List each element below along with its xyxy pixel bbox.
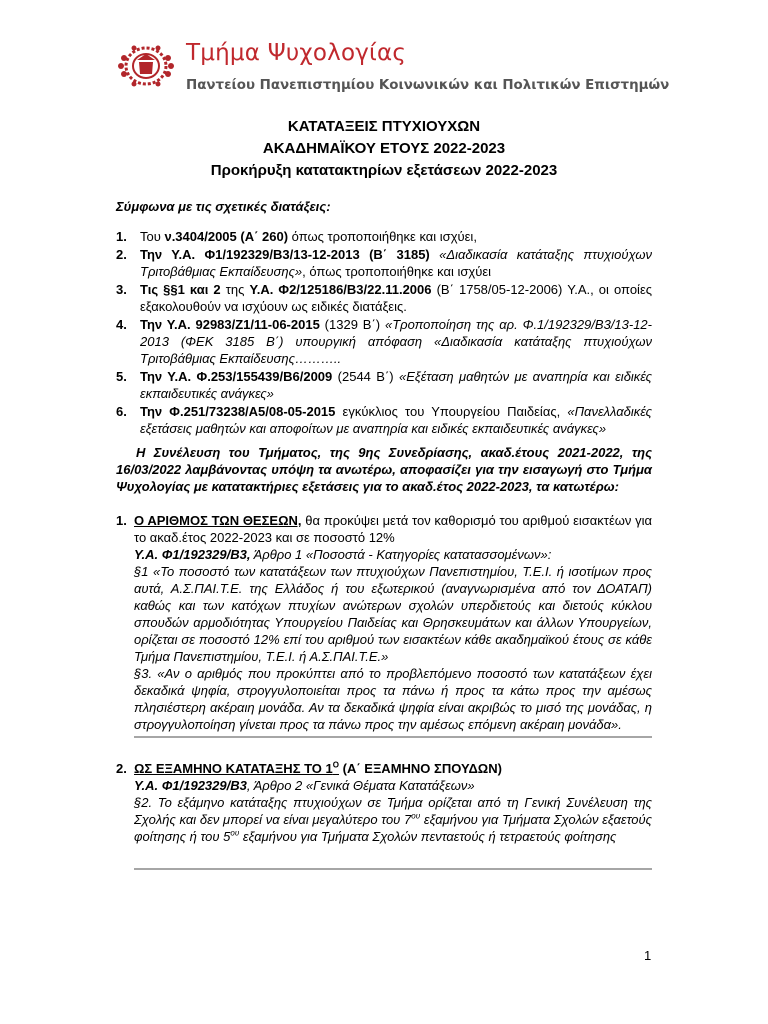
superscript: ου bbox=[411, 811, 421, 821]
section-heading-text: θα προκύψει μετά τον καθορισμό του αριθμού εισακτέων για το ακαδ.έτος 2022-2023 και σε ποσοστό 12% bbox=[134, 513, 653, 545]
ref-law: Υ.Α. Φ1/192329/Β3, bbox=[134, 547, 251, 562]
page-number: 1 bbox=[644, 948, 652, 963]
ref-law: Την Υ.Α. Φ1/192329/Β3/13-12-2013 (Β΄ 3185) bbox=[140, 247, 430, 262]
section-heading-title bbox=[134, 761, 339, 776]
list-number: 3. bbox=[116, 282, 127, 297]
ref-law: Υ.Α. Φ1/192329/Β3 bbox=[134, 778, 247, 793]
decision-paragraph: Η Συνέλευση του Τμήματος, της 9ης Συνεδρίασης, ακαδ.έτους 2021-2022, της 16/03/2022 λαμβάνοντας υπόψη τα ανωτέρω, αποφασίζει για την εισαγωγή στο Τμήμα Ψυχολογίας με κατατακτήριες εξετάσεις για το ακαδ.έτος 2022-2023, τα κατωτέρω: bbox=[116, 445, 652, 494]
ref-text: (1329 Β΄) bbox=[319, 317, 385, 332]
ref-text: , Άρθρο 2 «Γενικά Θέματα Κατατάξεων» bbox=[246, 778, 475, 793]
heading-superscript: Ο bbox=[332, 760, 339, 770]
list-number: 4. bbox=[116, 317, 127, 332]
university-emblem-icon bbox=[114, 40, 178, 92]
list-item bbox=[116, 403, 652, 437]
quote-text: εξαμήνου για Τμήματα Σχολών εξαετούς φοίτησης ή του 5 bbox=[134, 812, 652, 844]
quote-text: §2. Το εξάμηνο κατάταξης πτυχιούχων σε Τμήμα ορίζεται από τη Γενική Συνέλευση της Σχολής και δεν μπορεί να είναι μεγαλύτερο του 7 bbox=[134, 795, 652, 827]
quote-paragraph bbox=[116, 794, 652, 845]
quote-paragraph: §3. «Αν ο αριθμός που προκύπτει από το προβλεπόμενο ποσοστό των κατατάξεων έχει δεκαδικά ψηφία, στρογγυλοποιείται προς τα πάνω ή προς τα κάτω προς την αμέσως πλησιέστερη ακέραιη μονάδα. Αν τα δεκαδικά ψηφία είναι ακριβώς το μισό της μονάδας, η στρογγυλοποίηση γίνεται προς τα πάνω προς την αμέσως επόμενη ακέραιη μονάδα». bbox=[134, 666, 652, 732]
ref-title: «Πανελλαδικές εξετάσεις μαθητών και αποφοίτων με αναπηρία και ειδικές εκπαιδευτικές ανάγκες» bbox=[140, 404, 652, 436]
quote-text: εξαμήνου για Τμήματα Σχολών πενταετούς ή τετραετούς φοίτησης bbox=[239, 829, 617, 844]
ref-title: «Τροποποίηση της αρ. Φ.1/192329/Β3/13-12-2013 (ΦΕΚ 3185 Β΄) υπουργική απόφαση «Διαδικασία κατάταξης πτυχιούχων Τριτοβάθμιας Εκπαίδευσης……….. bbox=[140, 317, 652, 366]
ref-title: «Εξέταση μαθητών με αναπηρία και ειδικές εκπαιδευτικές ανάγκες» bbox=[140, 369, 652, 401]
ref-law: ν.3404/2005 (Α΄ 260) bbox=[164, 229, 289, 244]
list-number: 5. bbox=[116, 369, 127, 384]
quote-paragraph: §1 «Το ποσοστό των κατατάξεων των πτυχιούχων Πανεπιστημίου, Τ.Ε.Ι. ή ισοτίμων προς αυτά, Α.Σ.ΠΑΙ.Τ.Ε. της Ελλάδος ή του εξωτερικού (αναγνωρισμένα από τον ΔΟΑΤΑΠ) καθώς και των κατόχων πτυχίων ανώτερων σχολών υπερδιετούς και διετούς κύκλου σπουδών αρμοδιότητας Υπουργείου Παιδείας και Θρησκευμάτων και άλλων Υπουργείων, ορίζεται σε ποσοστό 12% επί του αριθμού των εισακτέων κάθε ακαδημαϊκού έτους σε κάθε Τμήμα Πανεπιστημίου, Τ.Ε.Ι. ή Α.Σ.ΠΑΙ.Τ.Ε.» bbox=[134, 564, 652, 664]
university-subtitle: Παντείου Πανεπιστημίου Κοινωνικών και Πολιτικών Επιστημών bbox=[186, 78, 670, 93]
list-number: 1. bbox=[116, 229, 127, 244]
section-heading-title: Ο ΑΡΙΘΜΟΣ ΤΩΝ ΘΕΣΕΩΝ, bbox=[134, 513, 302, 528]
list-item bbox=[116, 228, 652, 245]
section-heading bbox=[116, 512, 652, 546]
ref-law: Υ.Α. Φ2/125186/Β3/22.11.2006 bbox=[249, 282, 432, 297]
section-number-of-positions bbox=[116, 512, 652, 733]
superscript: ου bbox=[230, 828, 240, 838]
ref-text: (2544 Β΄) bbox=[332, 369, 399, 384]
list-item bbox=[116, 368, 652, 402]
section-number: 1. bbox=[116, 513, 127, 528]
ref-text: (Β΄ 1758/05-12-2006) Υ.Α., οι οποίες εξακολουθούν να ισχύουν ως ειδικές διατάξεις. bbox=[140, 282, 653, 314]
section-number: 2. bbox=[116, 761, 127, 776]
title-line-2: ΑΚΑΔΗΜΑΪΚΟΥ ΕΤΟΥΣ 2022-2023 bbox=[262, 140, 506, 157]
ref-title: «Διαδικασία κατάταξης πτυχιούχων Τριτοβάθμιας Εκπαίδευσης» bbox=[140, 247, 652, 279]
intro-text: Σύμφωνα με τις σχετικές διατάξεις: bbox=[116, 199, 331, 214]
section-semester-of-placement bbox=[116, 760, 652, 845]
ref-law: Την Υ.Α. 92983/Ζ1/11-06-2015 bbox=[140, 317, 320, 332]
ref-text bbox=[430, 247, 439, 262]
department-title: Τμήμα Ψυχολογίας bbox=[186, 40, 407, 66]
section-reference bbox=[116, 777, 652, 794]
ref-law: Τις §§1 και 2 bbox=[140, 282, 221, 297]
list-item bbox=[116, 246, 652, 280]
references-list bbox=[116, 228, 652, 438]
section-heading-text: (Α΄ ΕΞΑΜΗΝΟ ΣΠΟΥΔΩΝ) bbox=[339, 761, 502, 776]
divider bbox=[134, 736, 652, 738]
ref-law: Την Φ.251/73238/Α5/08-05-2015 bbox=[140, 404, 336, 419]
ref-law: Την Υ.Α. Φ.253/155439/Β6/2009 bbox=[140, 369, 333, 384]
ref-text: Του bbox=[140, 229, 165, 244]
ref-text: όπως τροποποιήθηκε και ισχύει, bbox=[288, 229, 477, 244]
heading-text: ΩΣ ΕΞΑΜΗΝΟ ΚΑΤΑΤΑΞΗΣ ΤΟ 1 bbox=[134, 761, 333, 776]
ref-text: εγκύκλιος του Υπουργείου Παιδείας, bbox=[335, 404, 568, 419]
ref-text: της bbox=[220, 282, 250, 297]
title-line-3: Προκήρυξη κατατακτηρίων εξετάσεων 2022-2023 bbox=[210, 162, 558, 179]
list-number: 6. bbox=[116, 404, 127, 419]
title-line-1: ΚΑΤΑΤΑΞΕΙΣ ΠΤΥΧΙΟΥΧΩΝ bbox=[287, 118, 481, 135]
divider bbox=[134, 868, 652, 870]
document-titles bbox=[0, 116, 768, 182]
section-heading bbox=[116, 760, 652, 777]
list-number: 2. bbox=[116, 247, 127, 262]
ref-text: Άρθρο 1 «Ποσοστά - Κατηγορίες κατατασσομένων»: bbox=[250, 547, 552, 562]
list-item bbox=[116, 316, 652, 367]
section-reference bbox=[116, 546, 652, 563]
ref-text: , όπως τροποποιήθηκε και ισχύει bbox=[302, 264, 492, 279]
list-item bbox=[116, 281, 652, 315]
